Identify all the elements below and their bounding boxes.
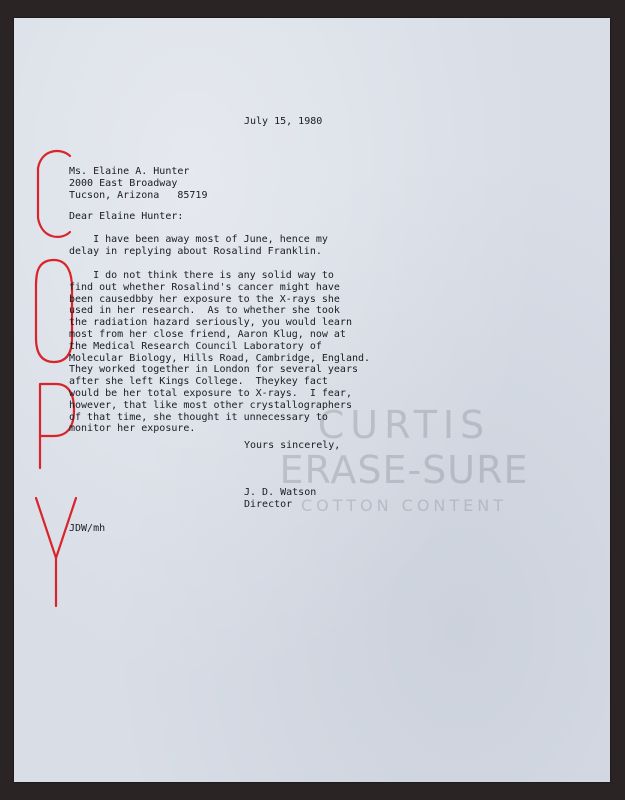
paragraph-line: I do not think there is any solid way to	[69, 270, 334, 281]
paragraph-line: I have been away most of June, hence my	[69, 234, 328, 245]
watermark-brand: CURTIS	[317, 403, 491, 447]
paragraph-line: however, that like most other crystallographers	[69, 399, 352, 411]
paragraph-2	[69, 270, 370, 435]
paragraph-line: most from her close friend, Aaron Klug, now at	[69, 328, 346, 340]
stamp-letter-y	[36, 498, 76, 606]
paragraph-line: been causedbby her exposure to the X-rays she	[69, 293, 340, 305]
signatory-title: Director	[244, 498, 293, 510]
recipient-city: Tucson, Arizona 85719	[69, 189, 208, 201]
stamp-letter-o	[36, 260, 72, 362]
paragraph-line: the Medical Research Council Laboratory of	[69, 340, 322, 352]
watermark-product: ERASE-SURE	[279, 448, 529, 492]
letter-paper	[14, 18, 610, 782]
recipient-address	[69, 166, 207, 201]
stamp-letter-c	[38, 151, 70, 237]
letter-date: July 15, 1980	[244, 116, 323, 127]
recipient-name: Ms. Elaine A. Hunter	[69, 166, 190, 177]
typist-initials: JDW/mh	[69, 523, 106, 534]
paragraph-line: monitor her exposure.	[69, 423, 196, 435]
paragraph-line: delay in replying about Rosalind Franklin.	[69, 245, 322, 257]
paragraph-line: after she left Kings College. Theykey fact	[69, 376, 328, 388]
paragraph-line: used in her research. As to whether she took	[69, 305, 340, 317]
paragraph-line: find out whether Rosalind's cancer might have	[69, 281, 340, 293]
salutation: Dear Elaine Hunter:	[69, 211, 184, 222]
closing: Yours sincerely,	[244, 440, 341, 451]
recipient-street: 2000 East Broadway	[69, 177, 178, 189]
signatory-name: J. D. Watson	[244, 487, 317, 498]
watermark-content: COTTON CONTENT	[300, 496, 508, 515]
signature-block	[244, 487, 316, 511]
paragraph-line: the radiation hazard seriously, you would learn	[69, 317, 352, 329]
paragraph-line: of that time, she thought it unnecessary to	[69, 411, 328, 423]
paragraph-line: They worked together in London for several years	[69, 364, 358, 376]
paragraph-1	[69, 234, 328, 258]
paragraph-line: Molecular Biology, Hills Road, Cambridge, England.	[69, 352, 371, 364]
paragraph-line: would be her total exposure to X-rays. I fear,	[69, 387, 352, 399]
